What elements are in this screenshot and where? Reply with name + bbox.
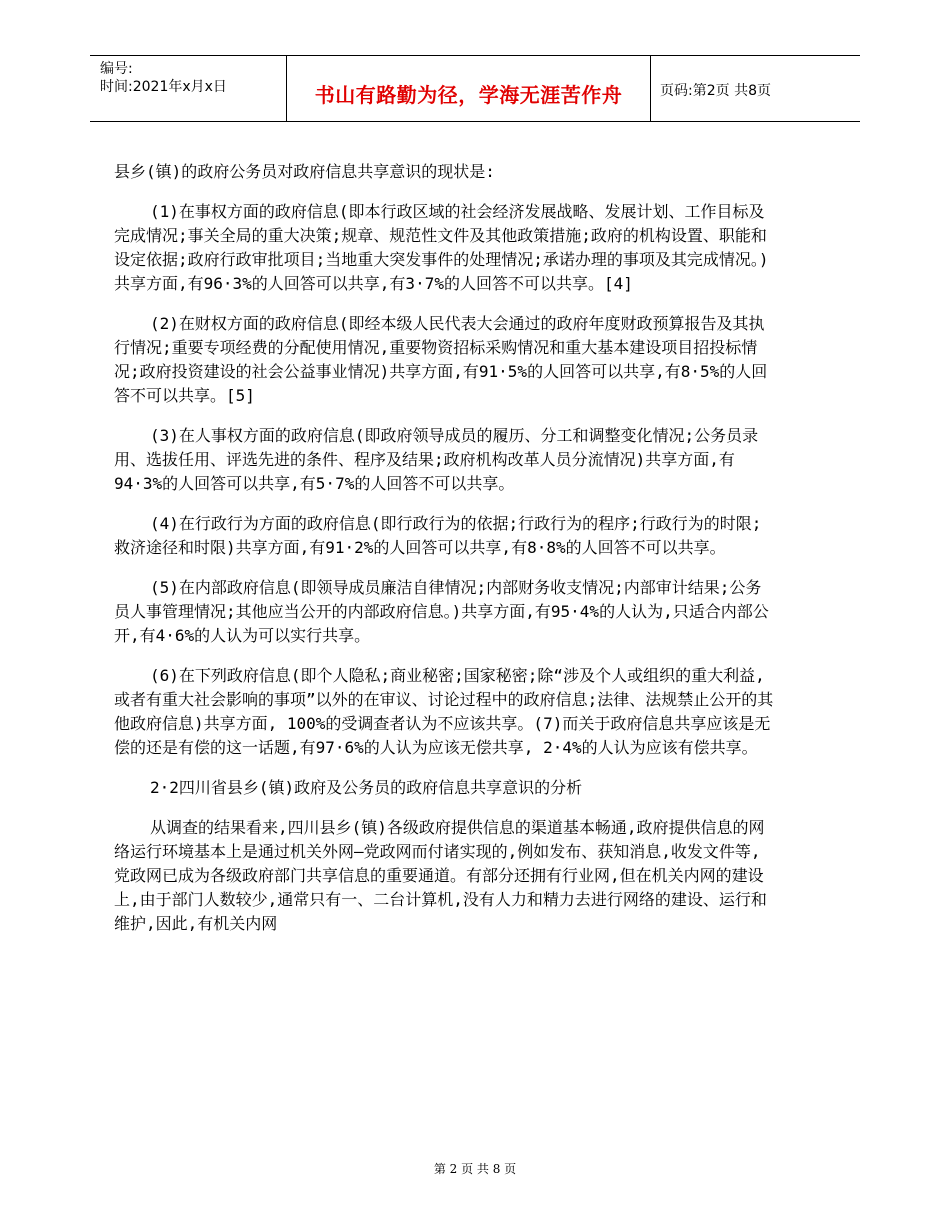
header-motto: 书山有路勤为径，学海无涯苦作舟: [314, 83, 623, 107]
document-code-label: 编号:: [100, 61, 133, 77]
paragraph-1: (1)在事权方面的政府信息(即本行政区域的社会经济发展战略、发展计划、工作目标及完成情况;事关全局的重大决策;规章、规范性文件及其他政策措施;政府的机构设置、职能和设定依据;政府行政审批项目;当地重大突发事件的处理情况;承诺办理的事项及其完成情况。)共享方面,有96·3%的人回答可以共享,有3·7%的人回答不可以共享。[4]: [114, 202, 769, 293]
page-footer: 第 2 页 共 8 页: [433, 1162, 517, 1176]
paragraph-3: (3)在人事权方面的政府信息(即政府领导成员的履历、分工和调整变化情况;公务员录用、选拔任用、评选先进的条件、程序及结果;政府机构改革人员分流情况)共享方面,有94·3%的人回答可以共享,有5·7%的人回答不可以共享。: [114, 426, 759, 493]
paragraph-4: (4)在行政行为方面的政府信息(即行政行为的依据;行政行为的程序;行政行为的时限;救济途径和时限)共享方面,有91·2%的人回答可以共享,有8·8%的人回答不可以共享。: [114, 514, 762, 557]
header-divider-right: [650, 55, 651, 121]
intro-paragraph: 县乡(镇)的政府公务员对政府信息共享意识的现状是:: [114, 162, 495, 181]
section-heading: 2·2四川省县乡(镇)政府及公务员的政府信息共享意识的分析: [150, 778, 583, 797]
header-page-info: 页码:第2页 共8页: [660, 83, 771, 99]
header-meta: [100, 60, 227, 96]
header-top-rule: [90, 55, 860, 56]
closing-paragraph: 从调查的结果看来,四川县乡(镇)各级政府提供信息的渠道基本畅通,政府提供信息的网络运行环境基本上是通过机关外网—党政网而付诸实现的,例如发布、获知消息,收发文件等,党政网已成为各级政府部门共享信息的重要通道。有部分还拥有行业网,但在机关内网的建设上,由于部门人数较少,通常只有一、二台计算机,没有人力和精力去进行网络的建设、运行和维护,因此,有机关内网: [114, 818, 767, 933]
document-time-label: 时间:2021年x月x日: [100, 79, 227, 95]
paragraph-5: (5)在内部政府信息(即领导成员廉洁自律情况;内部财务收支情况;内部审计结果;公务员人事管理情况;其他应当公开的内部政府信息。)共享方面,有95·4%的人认为,只适合内部公开,有4·6%的人认为可以实行共享。: [114, 578, 769, 645]
paragraph-2: (2)在财权方面的政府信息(即经本级人民代表大会通过的政府年度财政预算报告及其执行情况;重要专项经费的分配使用情况,重要物资招标采购情况和重大基本建设项目招投标情况;政府投资建设的社会公益事业情况)共享方面,有91·5%的人回答可以共享,有8·5%的人回答不可以共享。[5]: [114, 314, 768, 405]
paragraph-6: (6)在下列政府信息(即个人隐私;商业秘密;国家秘密;除“涉及个人或组织的重大利益,或者有重大社会影响的事项”以外的在审议、讨论过程中的政府信息;法律、法规禁止公开的其他政府信息)共享方面, 100%的受调查者认为不应该共享。(7)而关于政府信息共享应该是无偿的还是有偿的这一话题,有97·6%的人认为应该无偿共享, 2·4%的人认为应该有偿共享。: [114, 666, 774, 757]
document-body: [114, 160, 774, 952]
header-bottom-rule: [90, 121, 860, 122]
